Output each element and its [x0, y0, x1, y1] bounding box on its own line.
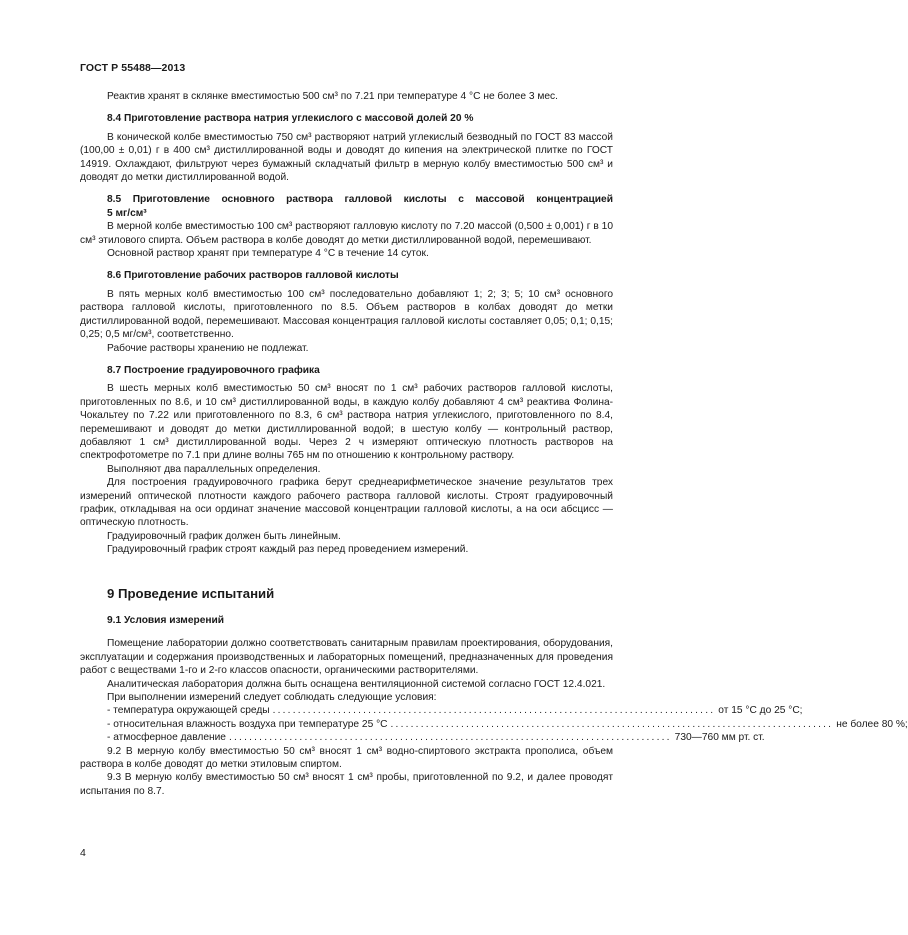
paragraph: Основной раствор хранят при температуре 4 °С в течение 14 суток. [107, 248, 429, 260]
page-number: 4 [80, 847, 86, 859]
section-heading-8-5-cont: 5 мг/см³ [107, 207, 147, 219]
condition-row [80, 731, 765, 744]
paragraph: Рабочие растворы хранению не подлежат. [107, 342, 309, 354]
document-body [80, 90, 908, 798]
condition-value: 730—760 мм рт. ст. [674, 732, 765, 744]
condition-label: - температура окружающей среды [107, 705, 270, 717]
document-header: ГОСТ Р 55488—2013 [80, 62, 186, 74]
paragraph: Выполняют два параллельных определения. [107, 463, 321, 475]
paragraph: Градуировочный график строят каждый раз перед проведением измерений. [107, 544, 469, 556]
section-heading-8-5: 8.5 Приготовление основного раствора галловой кислоты с массовой концентрацией [107, 194, 613, 206]
paragraph: Для построения градуировочного графика берут среднеарифметическое значение результатов трех измерений оптической плотности каждого рабочего раствора галловой кислоты. Строят градуировочный график, откладывая на оси ординат значение массовой концентрации галловой кислоты, а на оси абсцисс — оптическую плотность. [80, 477, 613, 529]
paragraph: 9.2 В мерную колбу вместимостью 50 см³ вносят 1 см³ водно-спиртового экстракта прополиса, объем раствора в колбе доводят до метки этиловым спиртом. [80, 745, 613, 771]
paragraph: Реактив хранят в склянке вместимостью 500 см³ по 7.21 при температуре 4 °С не более 3 мес. [107, 91, 558, 102]
paragraph: В пять мерных колб вместимостью 100 см³ последовательно добавляют 1; 2; 3; 5; 10 см³ основного раствора галловой кислоты, приготовленного по 8.5. Объем растворов в колбах доводят до метки дистиллированной водой, перемешивают. Массовая концентрация галловой кислоты составляет 0,05; 0,1; 0,15; 0,25; 0,5 мг/см³, соответственно. [80, 288, 613, 341]
dot-leader: ........................................................................................ [272, 705, 716, 717]
dot-leader: ........................................................................................ [390, 718, 834, 730]
condition-row [80, 718, 908, 731]
condition-row [80, 704, 803, 717]
section-heading-9-1: 9.1 Условия измерений [107, 615, 225, 626]
paragraph: 9.3 В мерную колбу вместимостью 50 см³ вносят 1 см³ пробы, приготовленной по 9.2, и далее проводят испытания по 8.7. [80, 772, 613, 797]
paragraph: Градуировочный график должен быть линейным. [107, 530, 341, 542]
paragraph: Аналитическая лаборатория должна быть оснащена вентиляционной системой согласно ГОСТ 12.4.021. [107, 678, 606, 690]
dot-leader: ........................................................................................ [228, 732, 672, 744]
section-heading-8-7: 8.7 Построение градуировочного графика [107, 364, 320, 376]
section-heading-8-4: 8.4 Приготовление раствора натрия углекислого с массовой долей 20 % [107, 113, 474, 125]
section-heading-8-6: 8.6 Приготовление рабочих растворов галловой кислоты [107, 270, 399, 282]
section-heading-9: 9 Проведение испытаний [107, 585, 275, 601]
condition-value: от 15 °С до 25 °С; [718, 705, 803, 717]
condition-label: - относительная влажность воздуха при температуре 25 °С [107, 718, 388, 730]
condition-value: не более 80 %; [836, 718, 908, 730]
condition-label: - атмосферное давление [107, 732, 226, 744]
paragraph: В шесть мерных колб вместимостью 50 см³ вносят по 1 см³ рабочих растворов галловой кислоты, приготовленных по 8.6, и 10 см³ дистиллированной воды, в каждую колбу добавляют 4 см³ реактива Фолина-Чокальтеу по 7.22 или приготовленного по 8.3, 6 см³ раствора натрия углекислого, приготовленного по 8.4, перемешивают и доводят до метки дистиллированной водой; в шестую колбу — контрольный раствор, добавляют 1 см³ дистиллированной воды. Через 2 ч измеряют оптическую плотность растворов на спектрофотометре по 7.1 при длине волны 765 нм по отношению к контрольному раствору. [80, 383, 613, 462]
paragraph: При выполнении измерений следует соблюдать следующие условия: [107, 692, 437, 704]
paragraph: В мерной колбе вместимостью 100 см³ растворяют галловую кислоту по 7.20 массой (0,500 ± 0,001) г в 10 см³ этилового спирта. Объем раствора в колбе доводят до метки дистиллированной водой, перемешивают. [80, 221, 613, 246]
paragraph: Помещение лаборатории должно соответствовать санитарным правилам проектирования, оборудования, эксплуатации и содержания производственных и лабораторных помещений, предназначенных для проведения работ с веществами 1-го и 2-го классов опасности, органическими растворителями. [80, 638, 613, 677]
paragraph: В конической колбе вместимостью 750 см³ растворяют натрий углекислый безводный по ГОСТ 83 массой (100,00 ± 0,01) г в 400 см³ дистиллированной воды и доводят до кипения на электрической плитке по ГОСТ 14919. Охлаждают, фильтруют через бумажный складчатый фильтр в мерную колбу вместимостью 500 см³ и доводят до метки дистиллированной водой. [80, 131, 613, 184]
